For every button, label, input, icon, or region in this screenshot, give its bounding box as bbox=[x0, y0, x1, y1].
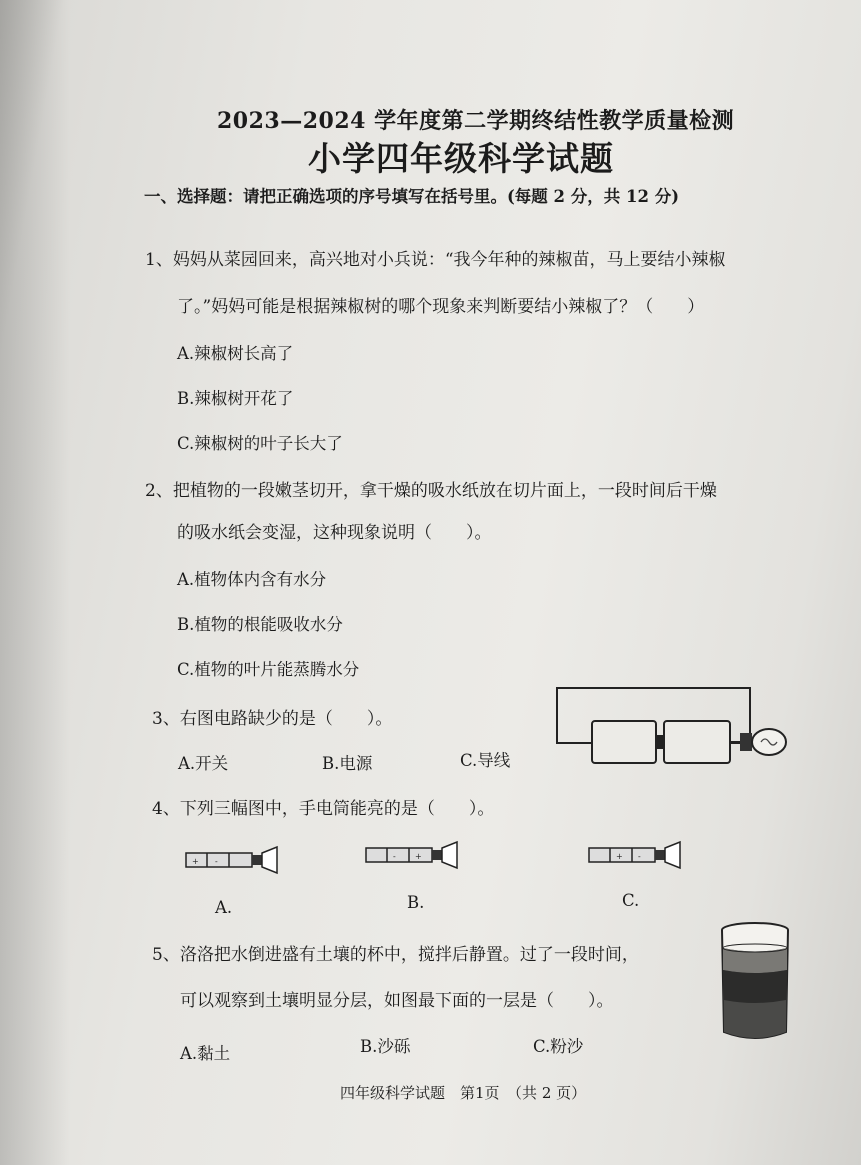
question-5-stem-line2: 可以观察到土壤明显分层，如图最下面的一层是（ ）。 bbox=[180, 991, 614, 1011]
svg-text:-: - bbox=[215, 857, 218, 866]
question-2-stem-line1: 2、把植物的一段嫩茎切开，拿干燥的吸水纸放在切片面上，一段时间后干燥 bbox=[145, 481, 717, 501]
circuit-diagram-icon bbox=[552, 683, 797, 778]
question-4-option-a: A. bbox=[215, 898, 233, 917]
question-3-option-c: C.导线 bbox=[460, 751, 511, 770]
svg-text:+: + bbox=[192, 857, 199, 866]
question-4-stem: 4、下列三幅图中，手电筒能亮的是（ ）。 bbox=[152, 799, 495, 819]
exam-subtitle: 小学四年级科学试题 bbox=[308, 139, 614, 178]
question-4-option-b: B. bbox=[407, 893, 425, 912]
question-5-stem-line1: 5、洛洛把水倒进盛有土壤的杯中，搅拌后静置。过了一段时间， bbox=[152, 945, 639, 965]
svg-text:-: - bbox=[393, 852, 396, 861]
question-3-option-b: B.电源 bbox=[322, 754, 373, 773]
question-1-stem-line2: 了。”妈妈可能是根据辣椒树的哪个现象来判断要结小辣椒了？（ ） bbox=[177, 297, 705, 317]
soil-beaker-icon bbox=[720, 920, 790, 1045]
svg-text:+: + bbox=[415, 852, 422, 861]
question-1-option-a: A.辣椒树长高了 bbox=[177, 344, 294, 363]
svg-text:+: + bbox=[616, 852, 623, 861]
question-5-option-a: A.黏土 bbox=[180, 1044, 231, 1063]
question-1-option-c: C.辣椒树的叶子长大了 bbox=[177, 434, 343, 453]
question-3-stem: 3、右图电路缺少的是（ ）。 bbox=[152, 709, 393, 729]
question-2-stem-line2: 的吸水纸会变湿，这种现象说明（ ）。 bbox=[177, 523, 492, 543]
question-5-option-c: C.粉沙 bbox=[533, 1037, 584, 1056]
page-footer: 四年级科学试题 第1页 （共 2 页） bbox=[340, 1084, 587, 1102]
question-5-option-b: B.沙砾 bbox=[360, 1037, 411, 1056]
question-4-option-c: C. bbox=[622, 891, 640, 910]
flashlight-icon bbox=[365, 840, 465, 870]
question-1-stem-line1: 1、妈妈从菜园回来，高兴地对小兵说：“我今年种的辣椒苗，马上要结小辣椒 bbox=[145, 250, 726, 270]
question-2-option-a: A.植物体内含有水分 bbox=[177, 570, 327, 589]
svg-text:-: - bbox=[638, 852, 641, 861]
flashlight-icon bbox=[588, 840, 688, 870]
section-heading: 一、选择题：请把正确选项的序号填写在括号里。(每题 2 分，共 12 分) bbox=[144, 187, 680, 206]
question-1-option-b: B.辣椒树开花了 bbox=[177, 389, 294, 408]
question-2-option-b: B.植物的根能吸收水分 bbox=[177, 615, 343, 634]
question-3-option-a: A.开关 bbox=[178, 754, 229, 773]
exam-title: 2023—2024 学年度第二学期终结性教学质量检测 bbox=[217, 108, 735, 134]
question-2-option-c: C.植物的叶片能蒸腾水分 bbox=[177, 660, 360, 679]
flashlight-icon bbox=[185, 845, 285, 875]
page-shadow bbox=[0, 0, 70, 1165]
